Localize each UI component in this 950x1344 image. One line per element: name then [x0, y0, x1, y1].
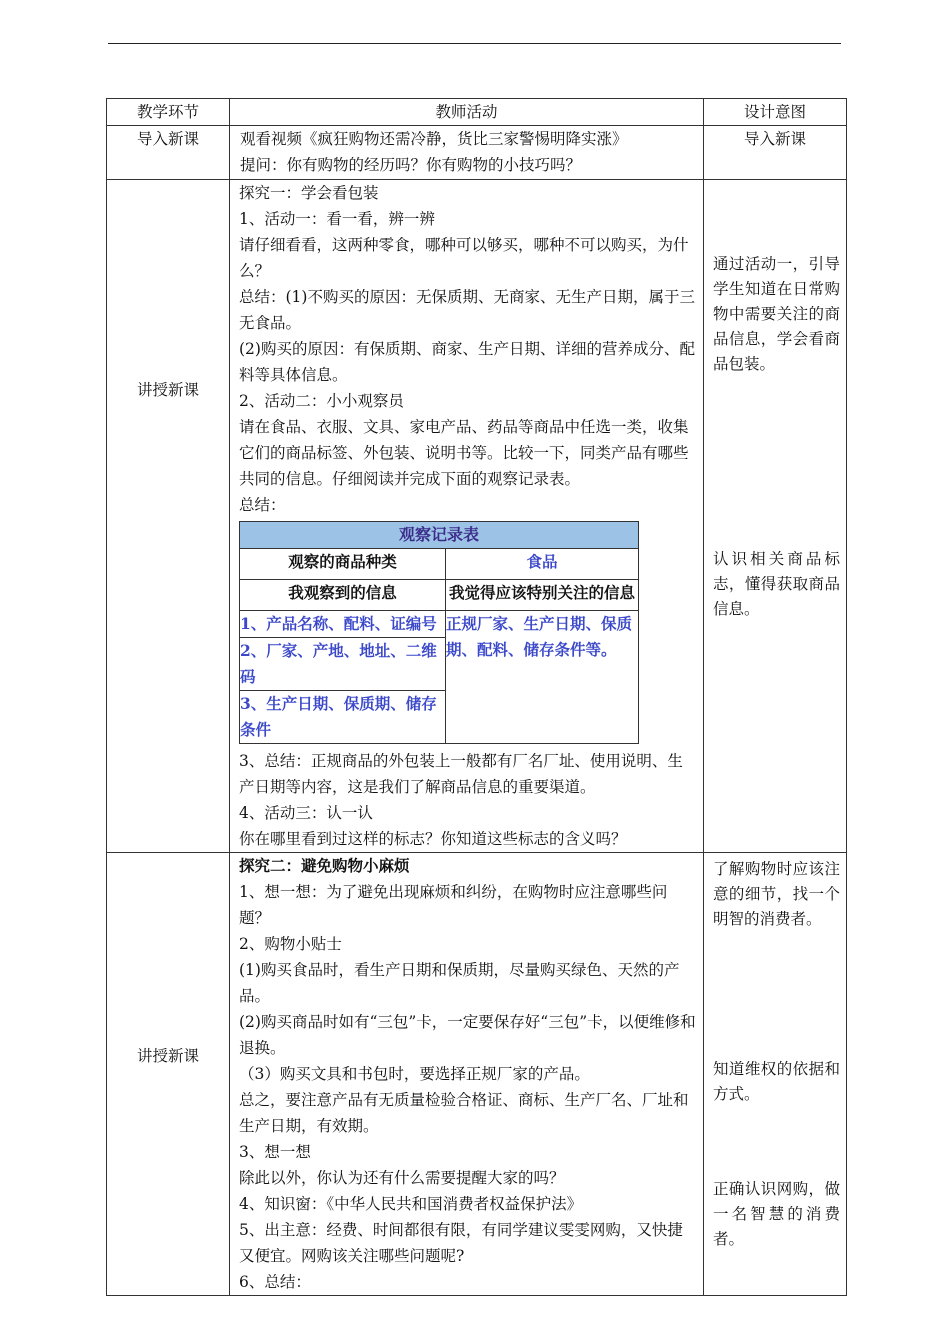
explore1-design-cell: [704, 180, 847, 853]
activity-line: 探究一：学会看包装: [239, 184, 379, 202]
section-heading: 探究二：避免购物小麻烦: [239, 856, 410, 875]
explore2-design-cell: [704, 853, 847, 1296]
activity-line: 除此以外，你认为还有什么需要提醒大家的吗？: [239, 1169, 565, 1187]
intro-stage: 导入新课: [136, 130, 199, 148]
header-stage: 教学环节: [107, 99, 230, 126]
activity-line: 4、知识窗：《中华人民共和国消费者权益保护法》: [239, 1195, 583, 1213]
activity-line: (2)购买的原因：有保质期、商家、生产日期、详细的营养成分、配料等具体信息。: [239, 340, 695, 384]
activity-line: 2、活动二：小小观察员: [239, 392, 404, 410]
observation-item: 1、产品名称、配料、证编号: [240, 611, 446, 638]
activity-line: 3、总结：正规商品的外包装上一般都有厂名厂址、使用说明、生产日期等内容，这是我们了解商品信息的重要渠道。: [239, 752, 683, 796]
activity-line: 2、购物小贴士: [239, 935, 342, 953]
intro-line: 提问：你有购物的经历吗？你有购物的小技巧吗？: [240, 156, 582, 174]
explore1-stage: 讲授新课: [136, 381, 199, 399]
activity-line: （3）购买文具和书包时，要选择正规厂家的产品。: [239, 1065, 590, 1083]
activity-line: (1)购买食品时，看生产日期和保质期，尽量购买绿色、天然的产品。: [239, 961, 680, 1005]
design-note: 了解购物时应该注意的细节，找一个明智的消费者。: [713, 860, 840, 928]
intro-stage-cell: [107, 126, 230, 180]
design-note: 知道维权的依据和方式。: [713, 1060, 840, 1103]
header-activity: 教师活动: [230, 99, 704, 126]
explore2-activity-cell: [230, 853, 704, 1296]
explore1-activity-cell: [230, 180, 704, 853]
header-design: 设计意图: [704, 99, 847, 126]
observation-col-right: 我觉得应该特别关注的信息: [446, 580, 639, 611]
explore2-stage-cell: [107, 853, 230, 1296]
activity-line: 你在哪里看到过这样的标志？你知道这些标志的含义吗？: [239, 830, 627, 848]
activity-line: 请在食品、衣服、文具、家电产品、药品等商品中任选一类，收集它们的商品标签、外包装、说明书等。比较一下，同类产品有哪些共同的信息。仔细阅读并完成下面的观察记录表。: [239, 418, 689, 488]
activity-line: 6、总结：: [239, 1273, 311, 1291]
table-header-row: [107, 99, 847, 126]
observation-kind-label: 观察的商品种类: [240, 549, 446, 580]
activity-line: 总结：: [239, 496, 286, 514]
activity-line: 总之，要注意产品有无质量检验合格证、商标、生产厂名、厂址和生产日期，有效期。: [239, 1091, 689, 1135]
design-note: 通过活动一，引导学生知道在日常购物中需要关注的商品信息，学会看商品包装。: [713, 255, 840, 373]
lesson-plan-table: [106, 98, 847, 1296]
observation-col-left: 我观察到的信息: [240, 580, 446, 611]
intro-line: 观看视频《疯狂购物还需冷静，货比三家警惕明降实涨》: [240, 130, 628, 148]
intro-design-cell: [704, 126, 847, 180]
activity-line: 3、想一想: [239, 1143, 311, 1161]
activity-line: 1、想一想：为了避免出现麻烦和纠纷，在购物时应注意哪些问题？: [239, 883, 668, 927]
page-top-rule: [108, 43, 841, 44]
activity-line: (2)购买商品时如有“三包”卡，一定要保存好“三包”卡，以便维修和退换。: [239, 1013, 696, 1057]
observation-kind-value: 食品: [446, 549, 639, 580]
activity-line: 请仔细看看，这两种零食，哪种可以够买，哪种不可以购买，为什么？: [239, 236, 689, 280]
observation-title: 观察记录表: [240, 522, 639, 549]
observation-item: 2、厂家、产地、地址、二维码: [240, 638, 446, 691]
activity-line: 1、活动一：看一看，辨一辨: [239, 210, 435, 228]
row-explore-1: [107, 180, 847, 853]
activity-line: 5、出主意：经费、时间都很有限，有同学建议雯雯网购，又快捷又便宜。网购该关注哪些问题呢?: [239, 1221, 683, 1265]
observation-item: 3、生产日期、保质期、储存条件: [240, 691, 446, 744]
activity-line: 总结：(1)不购买的原因：无保质期、无商家、无生产日期，属于三无食品。: [239, 288, 695, 332]
design-note: 正确认识网购，做一名智慧的消费者。: [713, 1180, 840, 1248]
explore2-stage: 讲授新课: [136, 1047, 199, 1065]
intro-design: 导入新课: [743, 130, 806, 148]
activity-line: 4、活动三：认一认: [239, 804, 373, 822]
observation-focus: 正规厂家、生产日期、保质期、配料、储存条件等。: [446, 611, 639, 744]
row-explore-2: [107, 853, 847, 1296]
row-intro: [107, 126, 847, 180]
observation-record-table: [239, 521, 639, 744]
explore1-stage-cell: [107, 180, 230, 853]
intro-activity-cell: [230, 126, 704, 180]
design-note: 认识相关商品标志，懂得获取商品信息。: [713, 550, 840, 618]
